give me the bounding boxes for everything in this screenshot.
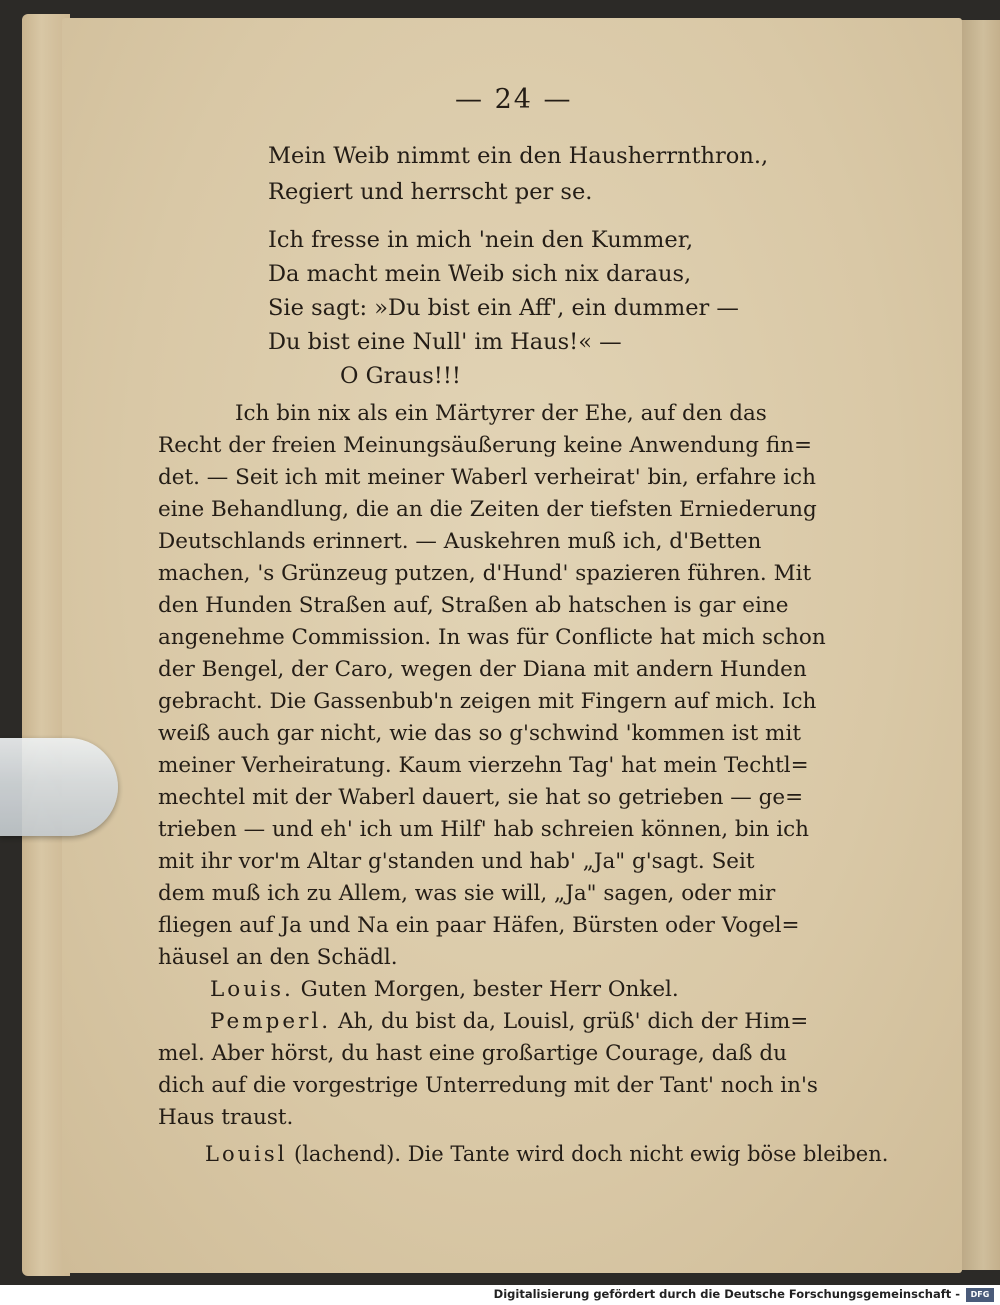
dialogue-text: Die Tante wird doch nicht ewig böse bleiben. (407, 1142, 889, 1166)
prose-line: dem muß ich zu Allem, was sie will, „Ja" sagen, oder mir (158, 881, 776, 906)
verse-line: Sie sagt: »Du bist ein Aff', ein dummer — (268, 295, 739, 321)
prose-line: den Hunden Straßen auf, Straßen ab hatschen is gar eine (158, 593, 789, 618)
dialogue-text: Ah, du bist da, Louisl, grüß' dich der Him= (337, 1009, 809, 1034)
prose-line: angenehme Commission. In was für Conflicte hat mich schon (158, 625, 826, 650)
page-clip (0, 738, 118, 836)
dialogue-line: dich auf die vorgestrige Unterredung mit der Tant' noch in's (158, 1073, 818, 1098)
prose-line: gebracht. Die Gassenbub'n zeigen mit Fingern auf mich. Ich (158, 689, 817, 714)
prose-line: det. — Seit ich mit meiner Waberl verheirat' bin, erfahre ich (158, 465, 816, 490)
speaker-name: Louis. (210, 977, 294, 1002)
verse-line: Ich fresse in mich 'nein den Kummer, (268, 227, 694, 253)
stage-direction: (lachend). (294, 1142, 401, 1166)
prose-line: der Bengel, der Caro, wegen der Diana mit andern Hunden (158, 657, 807, 682)
prose-line: trieben — und eh' ich um Hilf' hab schreien können, bin ich (158, 817, 809, 842)
prose-line: machen, 's Grünzeug putzen, d'Hund' spazieren führen. Mit (158, 561, 812, 586)
dialogue-line (205, 1138, 888, 1170)
speaker-name: Pemperl. (210, 1009, 332, 1034)
speaker-name: Louisl (205, 1142, 288, 1166)
dialogue-line: mel. Aber hörst, du hast eine großartige Courage, daß du (158, 1041, 787, 1066)
verse-line: O Graus!!! (340, 363, 461, 389)
footer-bar (0, 1285, 1000, 1305)
funding-credit: Digitalisierung gefördert durch die Deutsche Forschungsgemeinschaft - (493, 1287, 960, 1301)
opposite-page-edge (958, 20, 1000, 1270)
prose-line: fliegen auf Ja und Na ein paar Häfen, Bürsten oder Vogel= (158, 913, 800, 938)
verse-line: Regiert und herrscht per se. (268, 179, 593, 205)
dfg-logo-icon: DFG (966, 1288, 994, 1302)
dialogue-text: Guten Morgen, bester Herr Onkel. (300, 977, 679, 1002)
prose-line: Ich bin nix als ein Märtyrer der Ehe, auf den das (235, 401, 767, 426)
prose-line: Recht der freien Meinungsäußerung keine Anwendung fin= (158, 433, 813, 458)
dialogue-line (210, 1006, 808, 1038)
prose-line: meiner Verheiratung. Kaum vierzehn Tag' hat mein Techtl= (158, 753, 809, 778)
prose-line: mechtel mit der Waberl dauert, sie hat so getrieben — ge= (158, 785, 804, 810)
page-number: — 24 — (455, 84, 573, 115)
prose-line: Deutschlands erinnert. — Auskehren muß ich, d'Betten (158, 529, 762, 554)
verse-line: Du bist eine Null' im Haus!« — (268, 329, 622, 355)
prose-line: eine Behandlung, die an die Zeiten der tiefsten Erniederung (158, 497, 817, 522)
prose-line: weiß auch gar nicht, wie das so g'schwind 'kommen ist mit (158, 721, 801, 746)
prose-line: häusel an den Schädl. (158, 945, 398, 970)
prose-line: mit ihr vor'm Altar g'standen und hab' „Ja" g'sagt. Seit (158, 849, 755, 874)
dialogue-line: Haus traust. (158, 1105, 294, 1130)
verse-line: Mein Weib nimmt ein den Hausherrnthron., (268, 143, 769, 169)
verse-line: Da macht mein Weib sich nix daraus, (268, 261, 692, 287)
dialogue-line (210, 974, 679, 1006)
